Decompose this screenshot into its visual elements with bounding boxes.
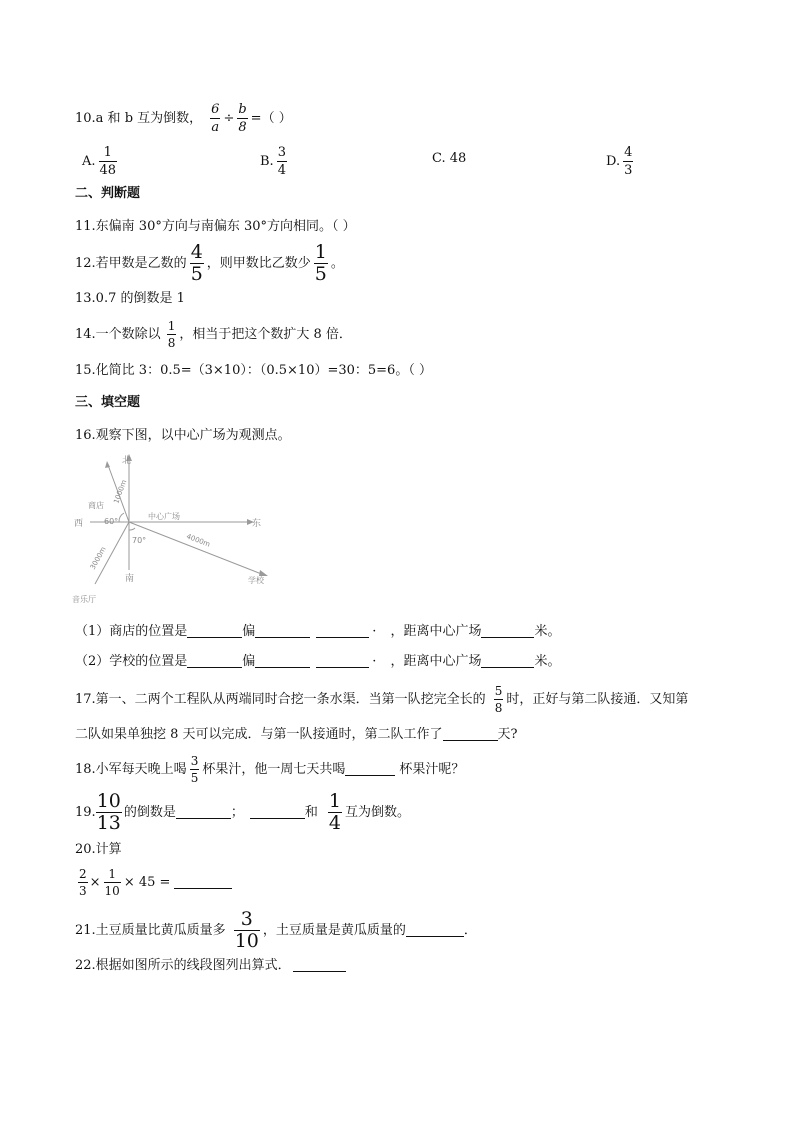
- blank[interactable]: [406, 924, 464, 937]
- option-b-fraction: $\frac{3}{4}$: [277, 145, 286, 178]
- blank[interactable]: [250, 806, 305, 819]
- question-11: 11.东偏南 30°方向与南偏东 30°方向相同。（ ）: [75, 219, 356, 234]
- label-angle-70: 70°: [132, 536, 147, 545]
- label-shop: 商店: [88, 501, 104, 510]
- section-heading-judgement: 二、判断题: [75, 186, 141, 201]
- q12-fraction-1: $\frac{4}{5}$: [190, 241, 203, 285]
- question-14: 14.一个数除以 $\frac{1}{8}$ ，相当于把这个数扩大 8 倍．: [75, 319, 352, 350]
- blank[interactable]: [345, 763, 395, 776]
- direction-diagram: [68, 452, 283, 604]
- option-d-fraction: $\frac{4}{3}$: [624, 145, 633, 178]
- q10-option-b[interactable]: B. $\frac{3}{4}$: [260, 145, 286, 178]
- question-17-line-1: 17.第一、二两个工程队从两端同时合挖一条水渠．当第一队挖完全长的 $\frac{5}{8}$ 时，正好与第二队接通．又知第: [75, 684, 689, 715]
- question-22: 22.根据如图所示的线段图列出算式．: [75, 959, 346, 972]
- q10-text: 10.a 和 b 互为倒数，: [75, 111, 203, 126]
- question-21: 21.土豆质量比黄瓜质量多 $\frac{3}{10}$ ，土豆质量是黄瓜质量的 ．: [75, 908, 477, 952]
- blank[interactable]: [187, 655, 242, 668]
- question-20-expression: $\frac{2}{3}$ × $\frac{1}{10}$ × 45 =: [78, 868, 232, 897]
- label-angle-60: 60°: [104, 517, 119, 526]
- label-distance-music: 3000m: [88, 545, 108, 571]
- blank[interactable]: [316, 655, 369, 668]
- question-17-line-2: 二队如果单独挖 8 天可以完成．与第一队接通时，第二队工作了 天?: [75, 727, 518, 742]
- blank[interactable]: [443, 728, 498, 741]
- q10-fraction-2: $\frac{b}{8}$: [238, 102, 247, 135]
- blank[interactable]: [293, 959, 346, 972]
- question-12: 12.若甲数是乙数的 $\frac{4}{5}$ ，则甲数比乙数少 $\frac{1}{5}$ 。: [75, 241, 344, 285]
- q20-fraction-1: $\frac{2}{3}$: [79, 867, 87, 898]
- label-east: 东: [252, 519, 262, 529]
- label-music-hall: 音乐厅: [72, 595, 96, 604]
- q20-fraction-2: $\frac{1}{10}$: [104, 867, 120, 898]
- question-16-part-2: （2）学校的位置是 偏 · ，距离中心广场 米。: [75, 654, 561, 669]
- label-north: 北: [122, 456, 132, 466]
- question-19: 19. $\frac{10}{13}$ 的倒数是 ； 和 $\frac{1}{4}$ 互为倒数。: [75, 790, 411, 834]
- q10-option-c[interactable]: C. 48: [432, 151, 467, 166]
- q10-divide: ÷: [223, 111, 235, 126]
- label-distance-school: 4000m: [185, 532, 212, 549]
- question-20: 20.计算: [75, 842, 122, 857]
- q10-fraction-1: $\frac{6}{a}$: [211, 102, 220, 135]
- label-distance-shop: 1000m: [112, 478, 129, 505]
- question-13: 13.0.7 的倒数是 1: [75, 291, 185, 306]
- question-16-part-1: （1）商店的位置是 偏 · ，距离中心广场 米。: [75, 624, 561, 639]
- label-school: 学校: [248, 576, 264, 585]
- blank[interactable]: [174, 876, 232, 889]
- q18-fraction: $\frac{3}{5}$: [190, 754, 199, 785]
- option-a-fraction: $\frac{1}{48}$: [99, 145, 117, 178]
- q12-fraction-2: $\frac{1}{5}$: [314, 241, 327, 285]
- blank[interactable]: [481, 655, 534, 668]
- q19-fraction-2: $\frac{1}{4}$: [328, 790, 342, 834]
- question-18: 18.小军每天晚上喝 $\frac{3}{5}$ 杯果汁，他一周七天共喝 杯果汁呢？: [75, 754, 465, 785]
- q14-fraction: $\frac{1}{8}$: [167, 319, 176, 350]
- q21-fraction: $\frac{3}{10}$: [234, 908, 259, 952]
- q10-option-d[interactable]: D. $\frac{4}{3}$: [606, 145, 633, 178]
- label-west: 西: [74, 519, 84, 529]
- q10-tail: =（ ）: [250, 111, 292, 126]
- section-heading-fill-blank: 三、填空题: [75, 395, 141, 410]
- blank[interactable]: [255, 655, 310, 668]
- blank[interactable]: [316, 625, 369, 638]
- question-16: 16.观察下图，以中心广场为观测点。: [75, 428, 291, 443]
- question-10: [75, 103, 292, 134]
- blank[interactable]: [176, 806, 231, 819]
- blank[interactable]: [187, 625, 242, 638]
- q19-fraction-1: $\frac{10}{13}$: [96, 790, 121, 834]
- blank[interactable]: [255, 625, 310, 638]
- q10-option-a[interactable]: A. $\frac{1}{48}$: [82, 145, 117, 178]
- q17-fraction: $\frac{5}{8}$: [494, 684, 503, 715]
- blank[interactable]: [481, 625, 534, 638]
- question-15: 15.化简比 3：0.5=（3×10）：（0.5×10）=30：5=6。（ ）: [75, 363, 432, 378]
- label-center-square: 中心广场: [148, 512, 180, 521]
- label-south: 南: [125, 574, 135, 584]
